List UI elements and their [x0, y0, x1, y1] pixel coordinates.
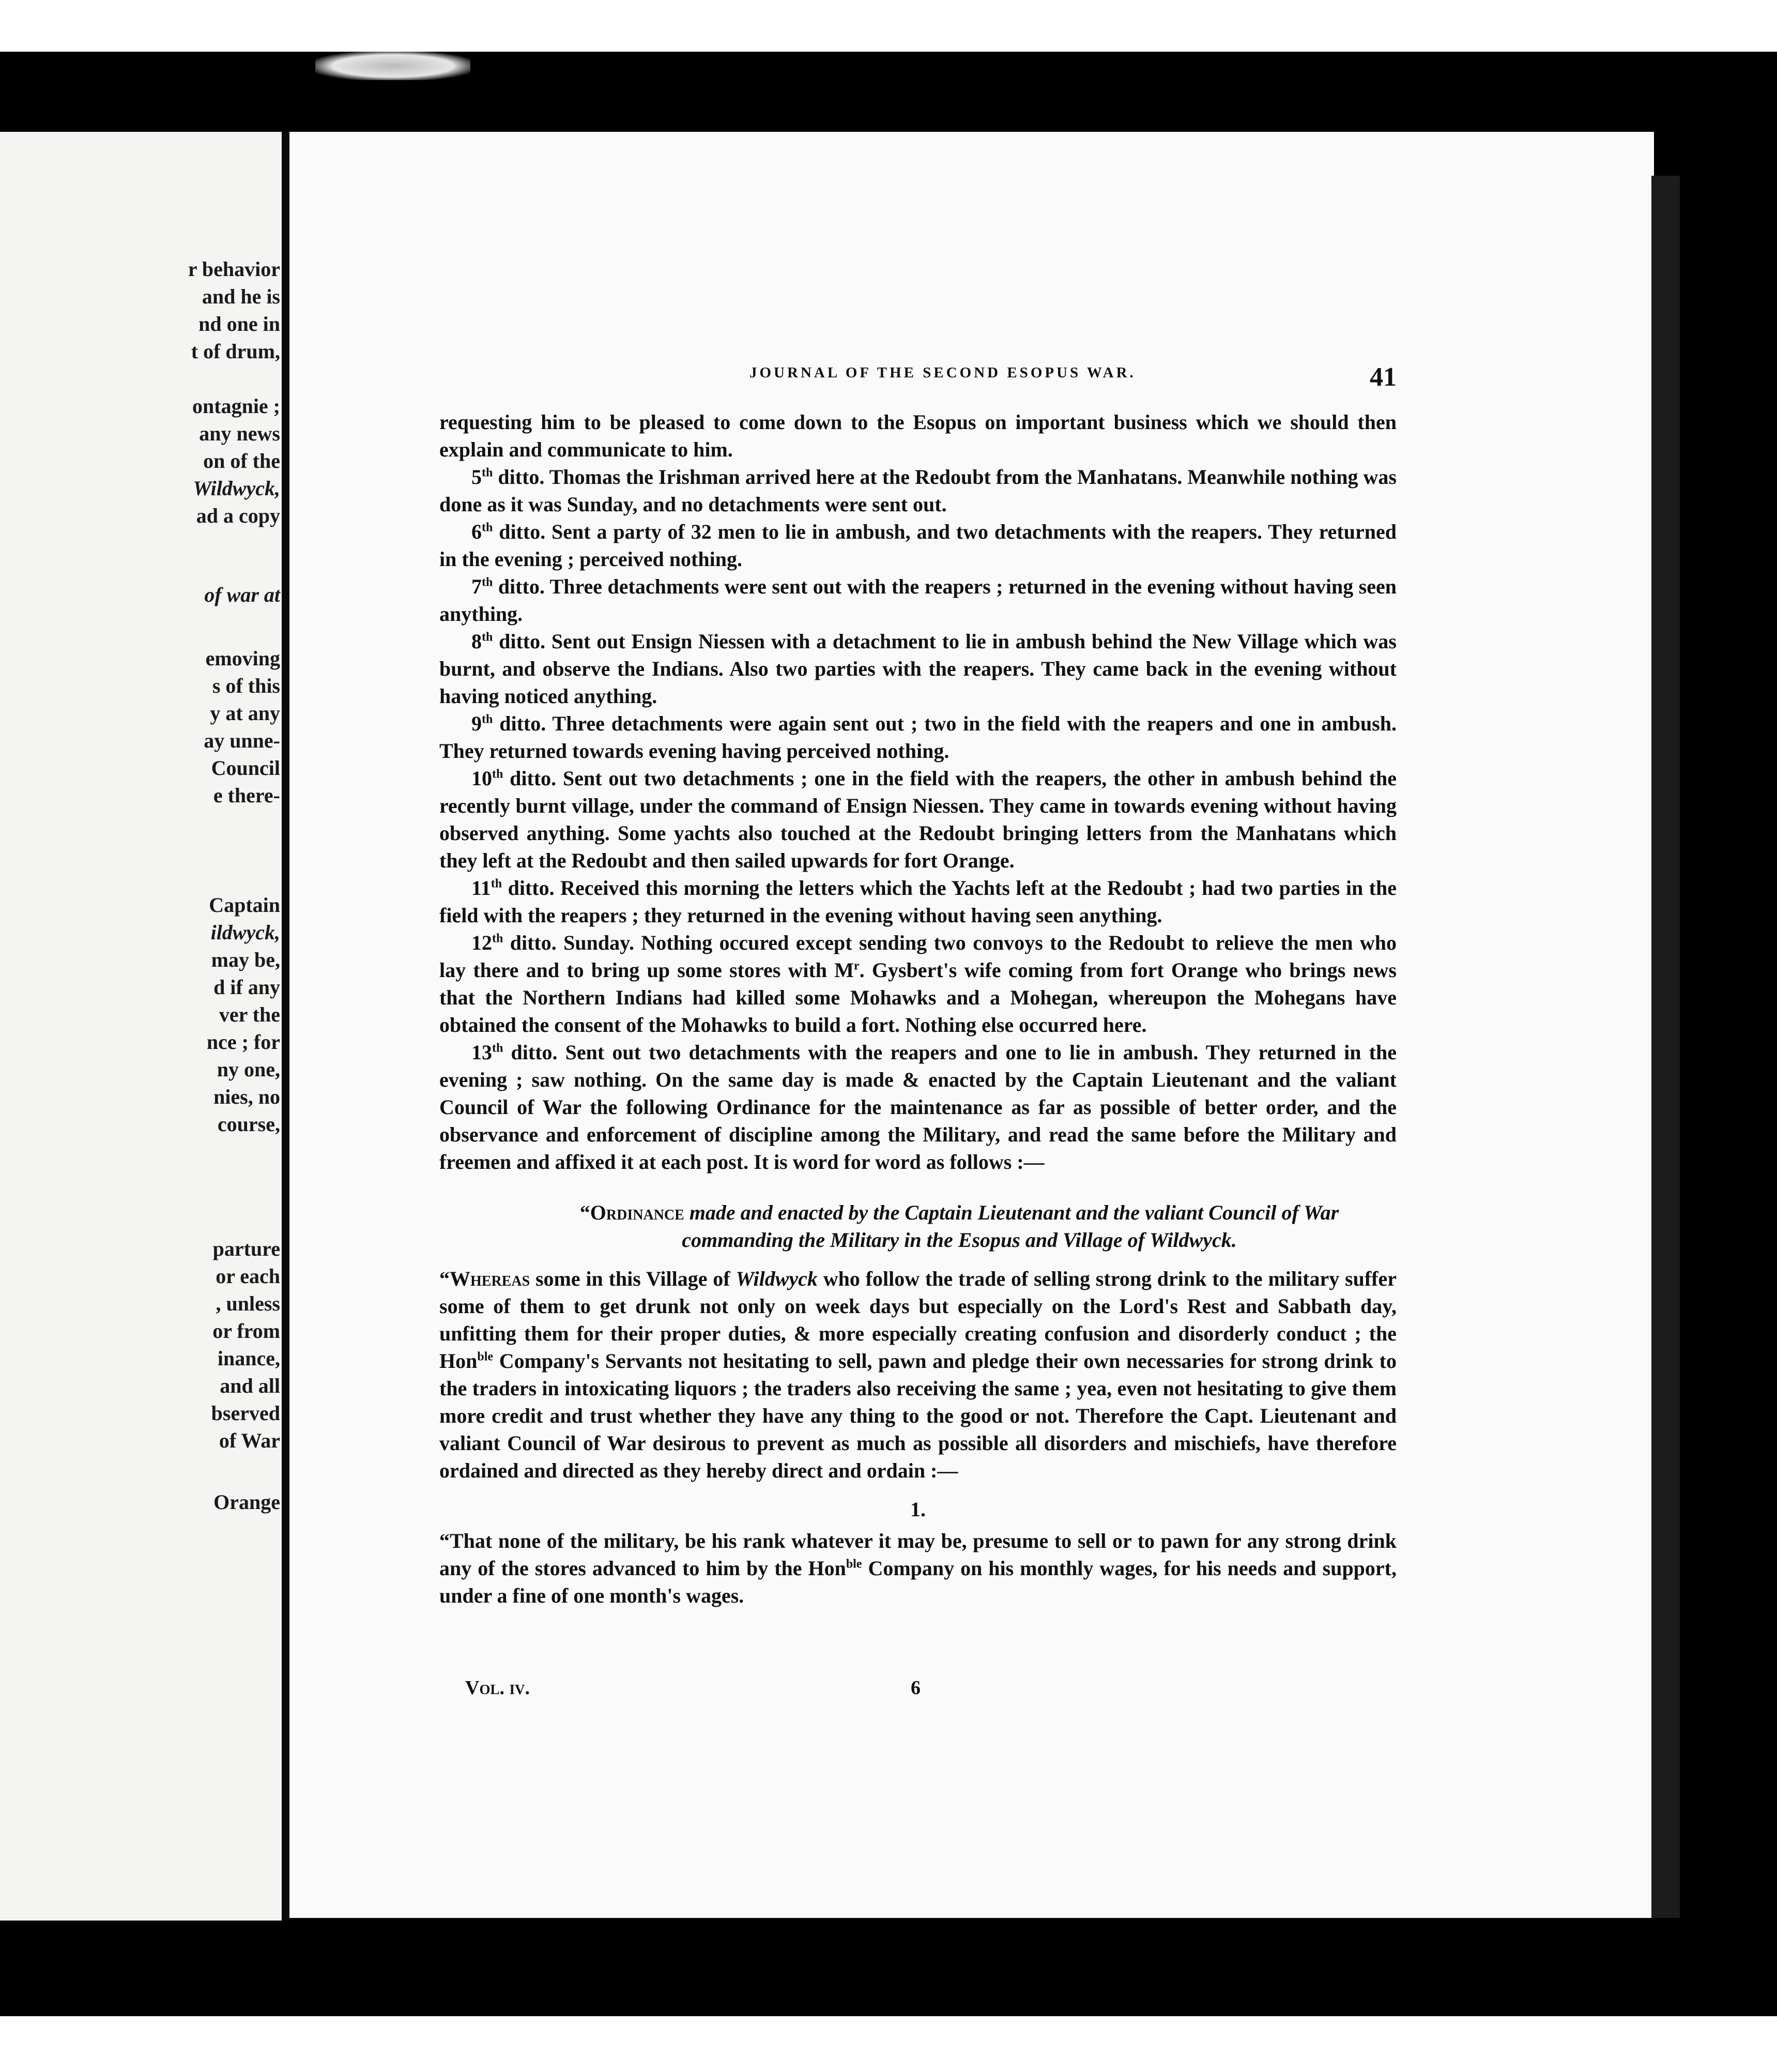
left-page-text-fragment: on of the	[203, 449, 280, 473]
section-number: 1.	[910, 1498, 926, 1521]
left-page-text-fragment: Captain	[209, 893, 280, 917]
left-page-text-fragment: Council	[211, 756, 280, 780]
left-page-text-fragment: and he is	[202, 285, 280, 308]
left-page-text-fragment: ny one,	[217, 1058, 280, 1081]
left-page-text-fragment: or each	[216, 1264, 280, 1288]
left-page-text-fragment: y at any	[210, 702, 280, 725]
running-head: JOURNAL OF THE SECOND ESOPUS WAR.	[749, 364, 1136, 381]
left-page-text-fragment: of War	[219, 1429, 280, 1452]
left-page-text-fragment: bserved	[211, 1401, 280, 1425]
left-page-text-fragment: inance,	[217, 1347, 280, 1370]
volume-label: Vol. iv.	[465, 1677, 530, 1699]
left-page-text-fragment: nd one in	[198, 312, 280, 336]
cover-edge	[1680, 155, 1698, 1923]
left-page-text-fragment: parture	[212, 1237, 280, 1260]
left-page-text-fragment: s of this	[212, 674, 280, 697]
journal-entry-12: 12th ditto. Sunday. Nothing occured except sending two convoys to the Redoubt to relieve the men who lay there and to bring up some stores with $M^r$. Gysbert's wife coming from fort Orange who brings news that the Northern Indians had killed some Mohawks and a Mohegan, whereupon the Mohegans have obtained the consent of the Mohawks to build a fort. Nothing else occurred here.	[439, 931, 1397, 1037]
ordinance-rule-1: “That none of the military, be his rank whatever it may be, presume to sell or to pawn for any strong drink any of the stores advanced to him by the Hon$^{ble}$ Company on his monthly wages, for his needs and support, under a fine of one month's wages.	[439, 1529, 1397, 1607]
ordinance-title: “Ordinance made and enacted by the Captain Lieutenant and the valiant Council of War commanding the Military in the Esopus and Village of Wildwyck.	[579, 1201, 1339, 1252]
left-page-text-fragment: or from	[212, 1319, 280, 1343]
left-page-text-fragment: ildwyck,	[210, 921, 280, 944]
left-page-fragment	[0, 132, 289, 1921]
left-page-text-fragment: nce ; for	[206, 1030, 280, 1054]
scan-smudge	[315, 52, 470, 80]
left-page-text-fragment: Orange	[213, 1490, 280, 1514]
paragraph-continuation: requesting him to be pleased to come down to the Esopus on important business which we should then explain and communicate to him.	[439, 410, 1397, 461]
left-page-text-fragment: r behavior	[188, 257, 280, 281]
page-edge	[1651, 176, 1680, 1918]
journal-entry-6: 6th ditto. Sent a party of 32 men to lie in ambush, and two detachments with the reapers. They returned in the evening ; perceived nothing.	[439, 520, 1397, 571]
left-page-text-fragment: may be,	[211, 948, 280, 971]
left-page-text-fragment: course,	[217, 1113, 280, 1136]
whereas-paragraph: “Whereas some in this Village of Wildwyck who follow the trade of selling strong drink to the military suffer some of them to get drunk not only on week days but especially on the Lord's Rest and Sabbath day, unfitting them for their proper duties, & more especially creating confusion and disorderly conduct ; the Hon$^{ble}$ Company's Servants not hesitating to sell, pawn and pledge their own necessaries for strong drink to the traders in intoxicating liquors ; the traders also receiving the same ; yea, even not hesitating to give them more credit and trust whether they have any thing to the good or not. Therefore the Capt. Lieutenant and valiant Council of War desirous to prevent as much as possible all disorders and mischiefs, have therefore ordained and directed as they hereby direct and ordain :—	[439, 1267, 1397, 1482]
left-page-text-fragment: and all	[220, 1374, 280, 1397]
left-page-text-fragment: Wildwyck,	[193, 477, 280, 500]
page-number: 41	[1370, 362, 1397, 392]
left-page-text-fragment: ontagnie ;	[192, 394, 280, 418]
left-page-text-fragment: e there-	[213, 784, 280, 807]
left-page-text-fragment: t of drum,	[191, 340, 280, 363]
journal-entry-11: 11th ditto. Received this morning the letters which the Yachts left at the Redoubt ; had two parties in the field with the reapers ; they returned in the evening without having seen anything.	[439, 876, 1397, 927]
journal-entry-5: 5th ditto. Thomas the Irishman arrived here at the Redoubt from the Manhatans. Meanwhile nothing was done as it was Sunday, and no detachments were sent out.	[439, 465, 1397, 516]
body-text	[439, 408, 1397, 1609]
left-page-text-fragment: ay unne-	[204, 729, 280, 752]
left-page-text-fragment: ver the	[219, 1003, 280, 1026]
left-page-text-fragment: , unless	[216, 1292, 280, 1315]
left-page-text-fragment: of war at	[204, 583, 280, 606]
journal-entry-9: 9th ditto. Three detachments were again sent out ; two in the field with the reapers and one in ambush. They returned towards evening having perceived nothing.	[439, 712, 1397, 763]
left-page-text-fragment: nies, no	[213, 1085, 280, 1108]
journal-entry-7: 7th ditto. Three detachments were sent out with the reapers ; returned in the evening without having seen anything.	[439, 575, 1397, 626]
top-margin	[0, 0, 1777, 52]
journal-entry-13: 13th ditto. Sent out two detachments with the reapers and one to lie in ambush. They returned in the evening ; saw nothing. On the same day is made & enacted by the Captain Lieutenant and the valiant Council of War the following Ordinance for the maintenance as far as possible of better order, and the observance and enforcement of discipline among the Military, and read the same before the Military and freemen and affixed it at each post. It is word for word as follows :—	[439, 1041, 1397, 1174]
signature-mark: 6	[911, 1677, 921, 1699]
left-page-text-fragment: ad a copy	[196, 504, 280, 527]
left-page-text-fragment: any news	[199, 422, 280, 445]
journal-entry-8: 8th ditto. Sent out Ensign Niessen with a detachment to lie in ambush behind the New Village which was burnt, and observe the Indians. Also two parties with the reapers. They came back in the evening without having noticed anything.	[439, 630, 1397, 708]
journal-entry-10: 10th ditto. Sent out two detachments ; one in the field with the reapers, the other in ambush behind the recently burnt village, under the command of Ensign Niessen. They came in towards evening without having observed anything. Some yachts also touched at the Redoubt bringing letters from the Manhatans which they left at the Redoubt and then sailed upwards for fort Orange.	[439, 767, 1397, 872]
left-page-text-fragment: d if any	[213, 976, 280, 999]
left-page-text-fragment: emoving	[205, 647, 280, 670]
